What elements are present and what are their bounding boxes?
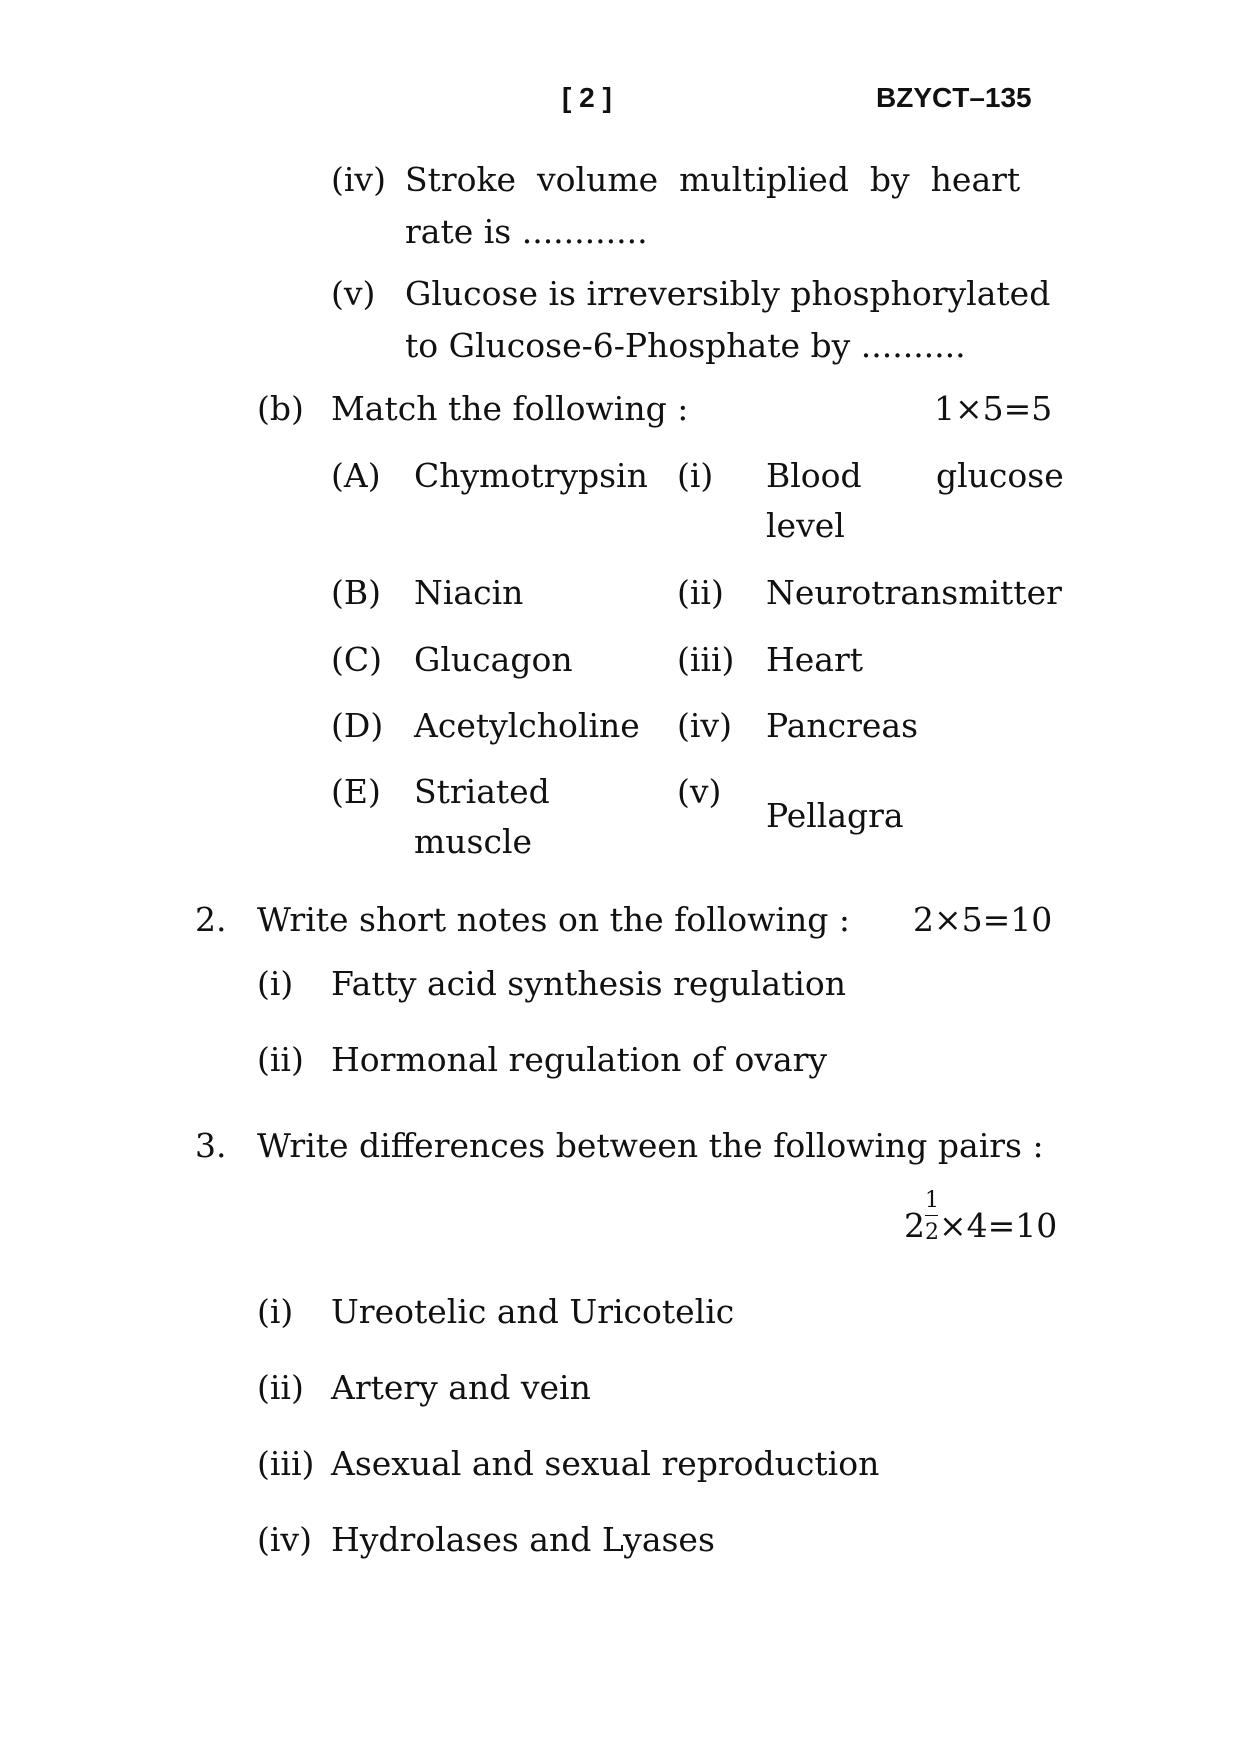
right-text: Neurotransmitter bbox=[766, 573, 1062, 612]
item-number: (ii) bbox=[257, 1368, 304, 1407]
marks: 1×5=5 bbox=[934, 389, 1053, 428]
marks: 2×5=10 bbox=[913, 900, 1053, 939]
item-text-line: Stroke volume multiplied by heart bbox=[405, 160, 1021, 199]
right-text: glucose bbox=[936, 456, 1064, 495]
right-label: (ii) bbox=[677, 573, 724, 612]
left-label: (C) bbox=[331, 640, 382, 679]
item-number: (iv) bbox=[257, 1520, 312, 1559]
right-label: (iv) bbox=[677, 706, 732, 745]
right-label: (i) bbox=[677, 456, 714, 495]
item-text: Ureotelic and Uricotelic bbox=[331, 1292, 735, 1331]
item-text-line: Glucose is irreversibly phosphorylated bbox=[405, 274, 1051, 313]
item-text: Hydrolases and Lyases bbox=[331, 1520, 715, 1559]
item-number: (iv) bbox=[331, 160, 386, 199]
right-text: level bbox=[766, 506, 845, 545]
page-number: [ 2 ] bbox=[562, 82, 612, 113]
right-label: (iii) bbox=[677, 640, 735, 679]
left-text: Chymotrypsin bbox=[414, 456, 648, 495]
item-text-line: rate is ............ bbox=[405, 212, 648, 251]
marks bbox=[904, 1188, 1058, 1245]
right-text: Pancreas bbox=[766, 706, 919, 745]
part-instruction: Match the following : bbox=[331, 389, 689, 428]
marks-whole: 2 bbox=[904, 1206, 925, 1245]
left-text: Acetylcholine bbox=[414, 706, 640, 745]
marks-fraction bbox=[925, 1188, 939, 1245]
item-text-line: to Glucose-6-Phosphate by .......... bbox=[405, 326, 966, 365]
item-number: (iii) bbox=[257, 1444, 315, 1483]
item-number: (i) bbox=[257, 964, 294, 1003]
part-label: (b) bbox=[257, 389, 304, 428]
left-text: Niacin bbox=[414, 573, 524, 612]
right-text: Blood bbox=[766, 456, 862, 495]
marks-rest: ×4=10 bbox=[939, 1206, 1058, 1245]
item-number: (ii) bbox=[257, 1040, 304, 1079]
item-text: Fatty acid synthesis regulation bbox=[331, 964, 846, 1003]
left-text: muscle bbox=[414, 822, 533, 861]
right-text: Heart bbox=[766, 640, 864, 679]
right-label: (v) bbox=[677, 772, 722, 811]
paper-code: BZYCT–135 bbox=[876, 82, 1032, 113]
right-text: Pellagra bbox=[766, 796, 904, 835]
fraction-numerator: 1 bbox=[925, 1188, 939, 1213]
fraction-bar bbox=[925, 1215, 938, 1216]
item-text: Hormonal regulation of ovary bbox=[331, 1040, 828, 1079]
left-text: Glucagon bbox=[414, 640, 573, 679]
item-text: Asexual and sexual reproduction bbox=[331, 1444, 880, 1483]
left-label: (B) bbox=[331, 573, 381, 612]
left-text: Striated bbox=[414, 772, 550, 811]
question-text: Write short notes on the following : bbox=[257, 900, 850, 939]
fraction-denominator: 2 bbox=[925, 1220, 939, 1245]
question-text: Write differences between the following pairs : bbox=[257, 1126, 1044, 1165]
question-number: 3. bbox=[195, 1126, 227, 1165]
item-number: (v) bbox=[331, 274, 376, 313]
item-text: Artery and vein bbox=[331, 1368, 591, 1407]
item-number: (i) bbox=[257, 1292, 294, 1331]
question-number: 2. bbox=[195, 900, 227, 939]
left-label: (E) bbox=[331, 772, 381, 811]
left-label: (A) bbox=[331, 456, 381, 495]
left-label: (D) bbox=[331, 706, 384, 745]
